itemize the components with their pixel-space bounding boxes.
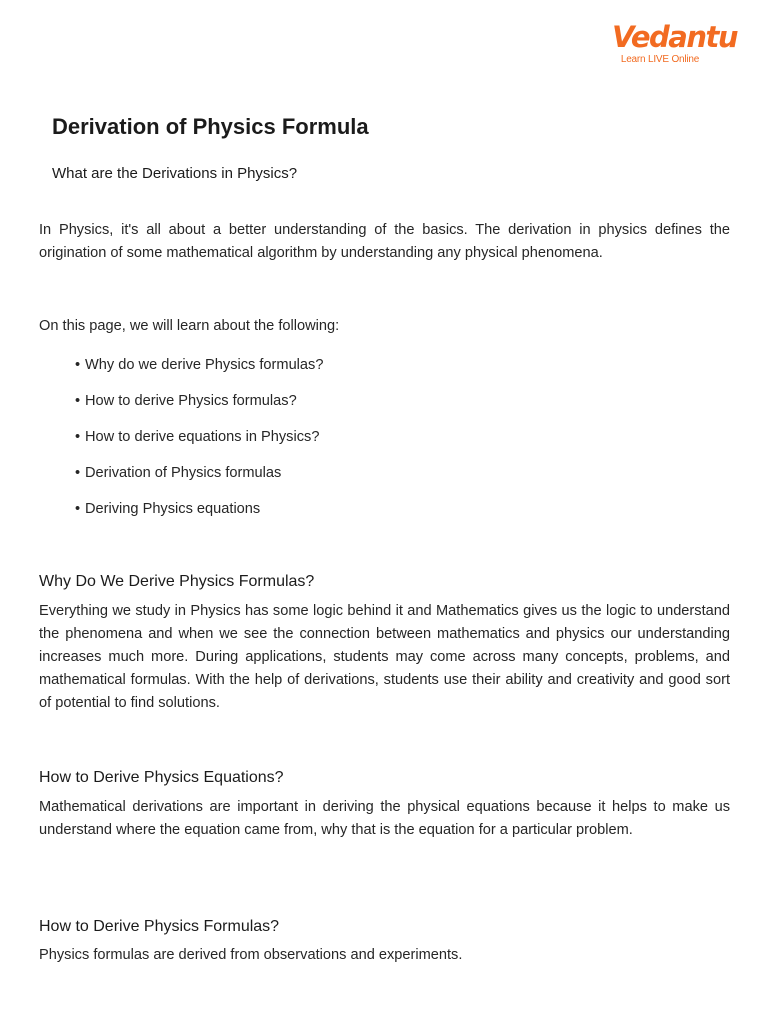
- section-body-derive-equations: Mathematical derivations are important in deriving the physical equations because it helps to make us understand where the equation came from, why that is the equation for a particular problem.: [39, 799, 730, 838]
- bullet-icon: •: [75, 393, 81, 409]
- list-item-text: Derivation of Physics formulas: [85, 465, 282, 481]
- vedantu-logo: [612, 20, 737, 66]
- bullet-icon: •: [75, 429, 81, 445]
- logo-wordmark: Vedantu: [612, 20, 737, 54]
- document-subtitle: What are the Derivations in Physics?: [52, 165, 298, 182]
- intro-paragraph: In Physics, it's all about a better understanding of the basics. The derivation in physics defines the origination of some mathematical algorithm by understanding any physical phenomena.: [39, 222, 730, 261]
- list-item: [75, 354, 323, 390]
- list-intro: On this page, we will learn about the following:: [39, 318, 340, 334]
- list-item-text: How to derive equations in Physics?: [85, 429, 320, 445]
- document-title: Derivation of Physics Formula: [52, 114, 369, 139]
- list-item: [75, 390, 323, 426]
- section-heading-why-derive: Why Do We Derive Physics Formulas?: [39, 573, 315, 590]
- list-item: [75, 498, 323, 534]
- list-item: [75, 426, 323, 462]
- bullet-icon: •: [75, 465, 81, 481]
- section-heading-derive-formulas: How to Derive Physics Formulas?: [39, 918, 280, 935]
- section-heading-derive-equations: How to Derive Physics Equations?: [39, 769, 284, 786]
- section-body-derive-formulas: Physics formulas are derived from observations and experiments.: [39, 947, 463, 963]
- list-item-text: Why do we derive Physics formulas?: [85, 357, 324, 373]
- topics-list: [75, 354, 323, 534]
- section-body-why-derive: Everything we study in Physics has some logic behind it and Mathematics gives us the logic to understand the phenomena and when we see the connection between mathematics and physics our understanding increases much more. During applications, students may come across many concepts, problems, and mathematical formulas. With the help of derivations, students use their ability and creativity and good sort of potential to find solutions.: [39, 603, 730, 711]
- list-item-text: Deriving Physics equations: [85, 501, 261, 517]
- logo-tagline: Learn LIVE Online: [620, 54, 700, 65]
- list-item-text: How to derive Physics formulas?: [85, 393, 297, 409]
- bullet-icon: •: [75, 357, 81, 373]
- list-item: [75, 462, 323, 498]
- bullet-icon: •: [75, 501, 81, 517]
